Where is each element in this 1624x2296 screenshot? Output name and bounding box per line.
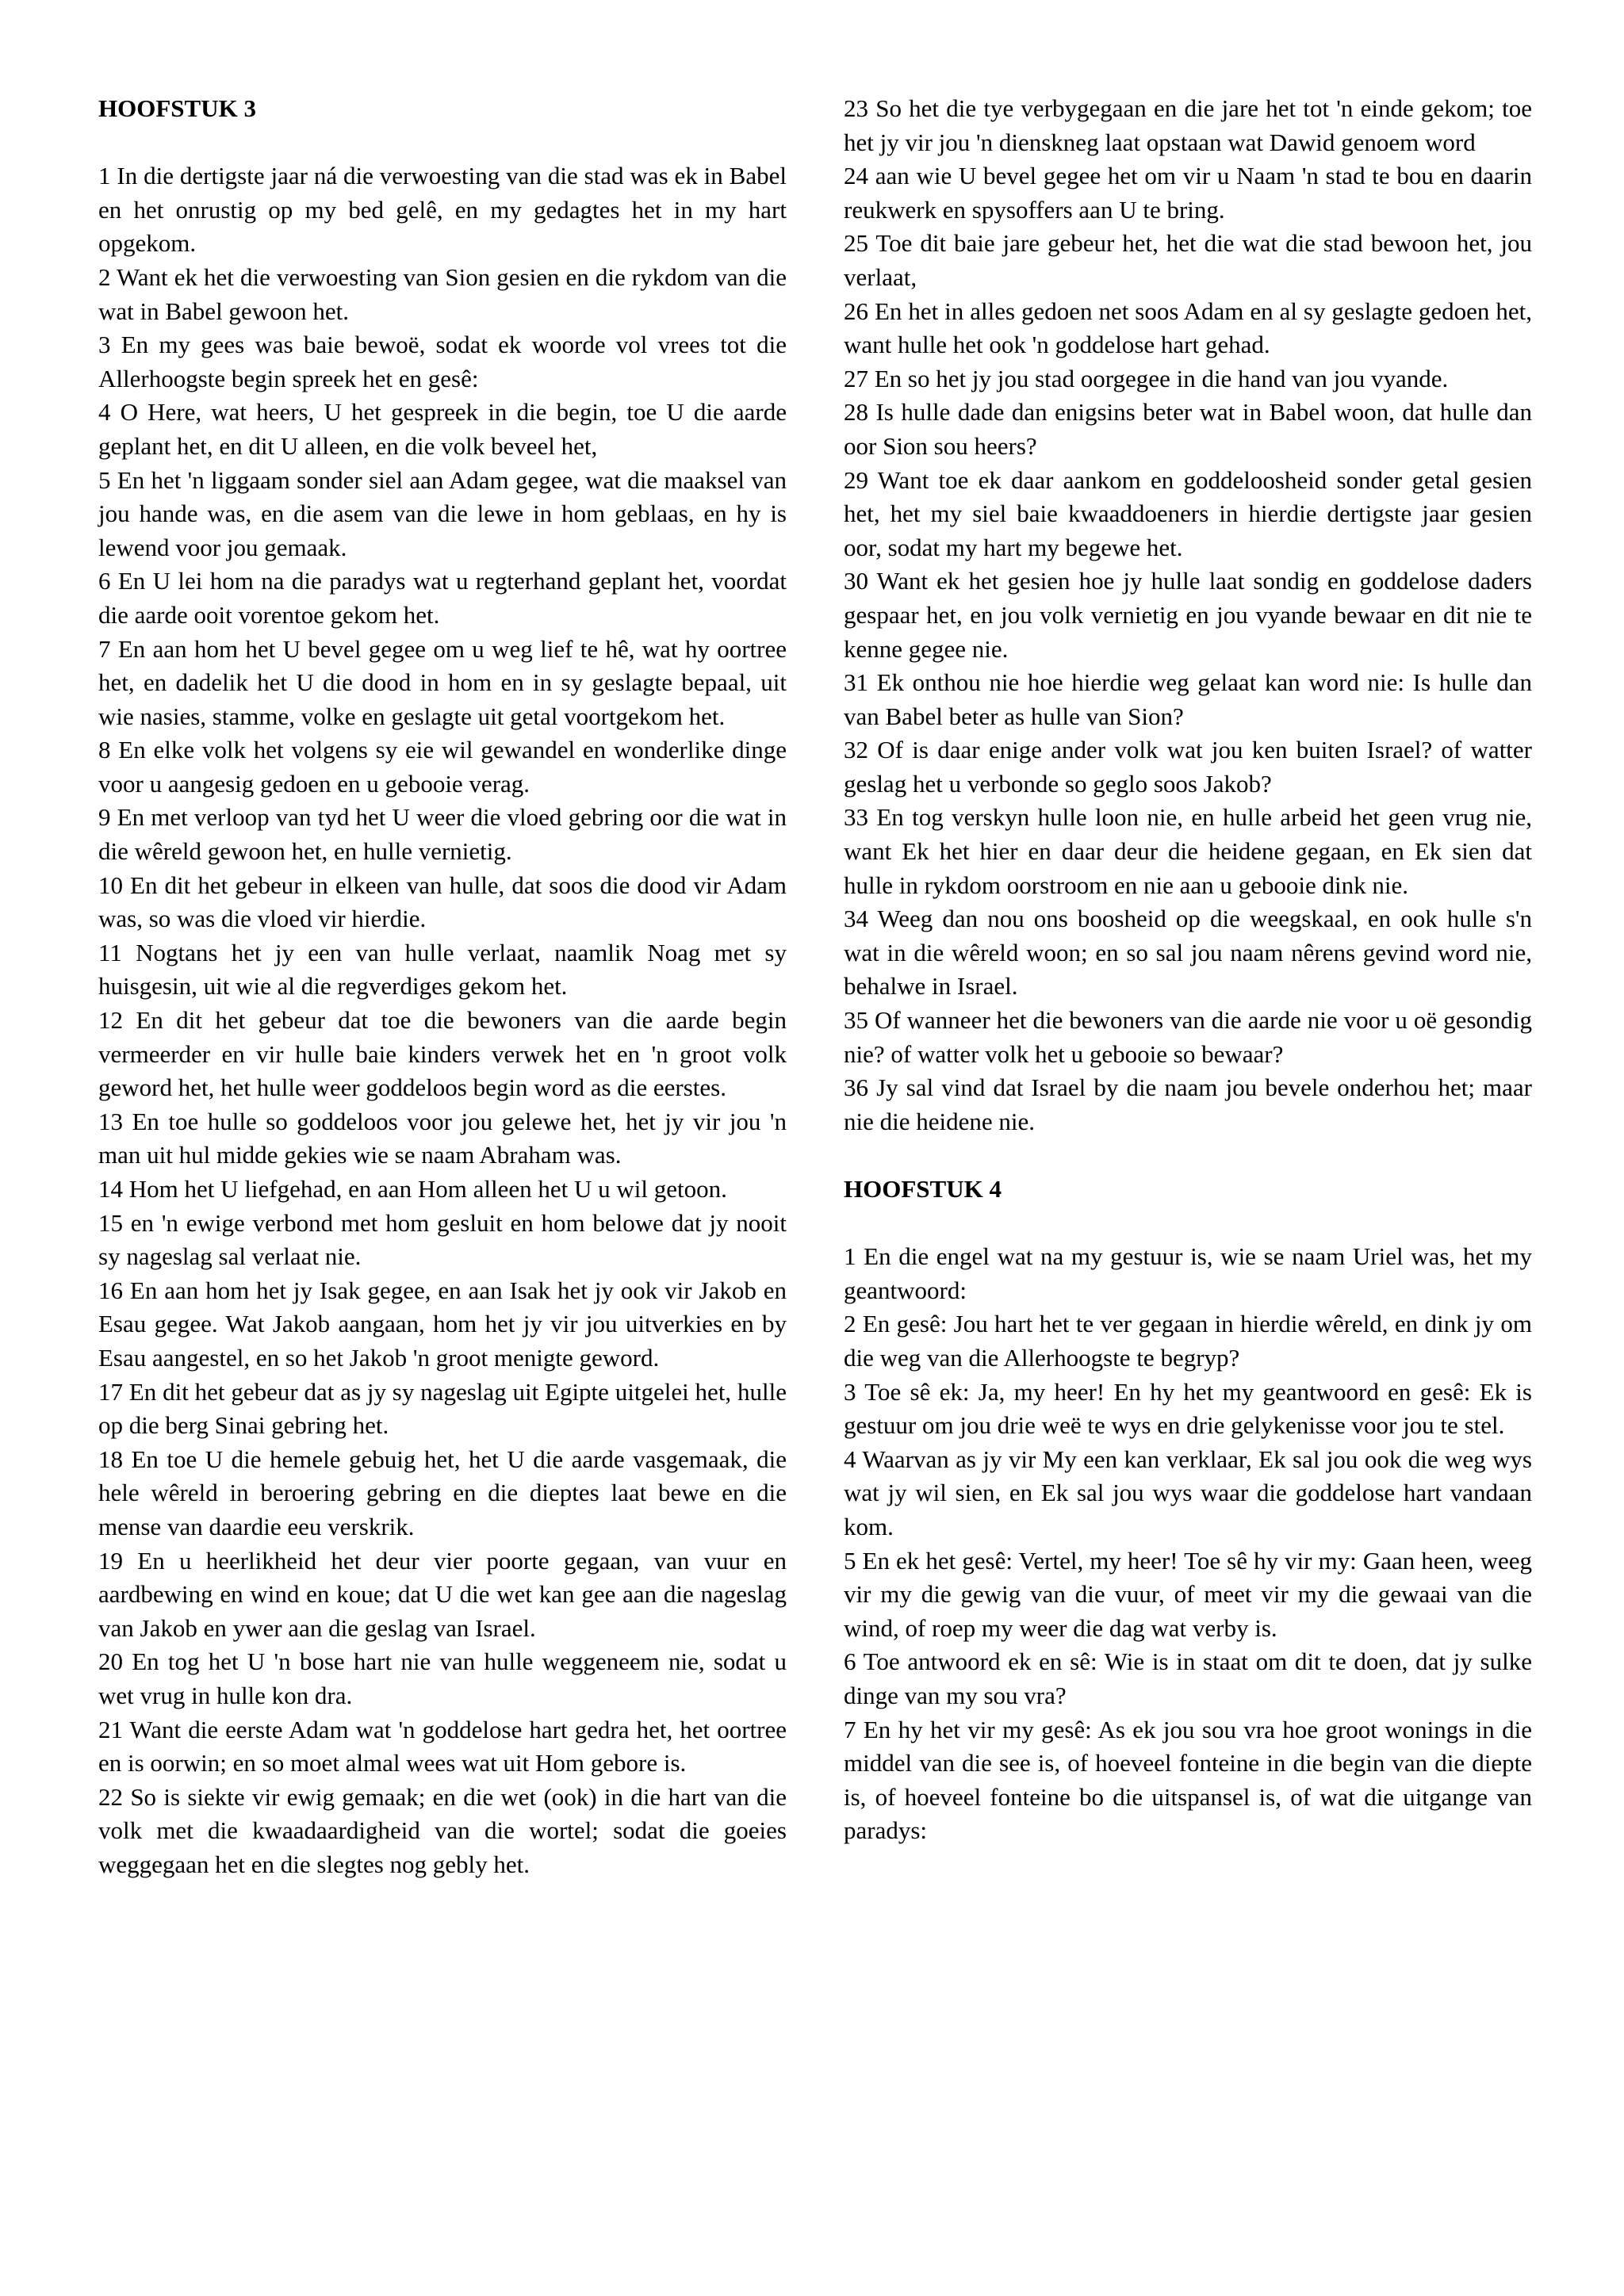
verse-3-23: 23 So het die tye verbygegaan en die jare het tot 'n einde gekom; toe het jy vir jou 'n dienskneg laat opstaan wat Dawid genoem word bbox=[844, 94, 1532, 156]
verse-3-3: 3 En my gees was baie bewoë, sodat ek woorde vol vrees tot die Allerhoogste begin spreek het en gesê: bbox=[98, 331, 787, 392]
verse-3-4: 4 O Here, wat heers, U het gespreek in die begin, toe U die aarde geplant het, en dit U alleen, en die volk beveel het, bbox=[98, 398, 787, 460]
verse-3-2: 2 Want ek het die verwoesting van Sion gesien en die rykdom van die wat in Babel gewoon het. bbox=[98, 262, 787, 325]
verse-4-7: 7 En hy het vir my gesê: As ek jou sou vra hoe groot wonings in die middel van die see is, of hoeveel fonteine in die begin van die diepte is, of hoeveel fonteine bo die uitspansel is, of wat die uitgange van paradys: bbox=[844, 1715, 1532, 1845]
verse-3-28: 28 Is hulle dade dan enigsins beter wat in Babel woon, dat hulle dan oor Sion sou heers? bbox=[844, 398, 1532, 460]
verse-4-6: 6 Toe antwoord ek en sê: Wie is in staat om dit te doen, dat jy sulke dinge van my sou vra? bbox=[844, 1647, 1532, 1709]
verse-3-32: 32 Of is daar enige ander volk wat jou ken buiten Israel? of watter geslag het u verbonde so geglo soos Jakob? bbox=[844, 736, 1532, 798]
verse-4-3: 3 Toe sê ek: Ja, my heer! En hy het my geantwoord en gesê: Ek is gestuur om jou drie weë te wys en drie gelykenisse voor jou te stel. bbox=[844, 1377, 1532, 1440]
verse-3-16: 16 En aan hom het jy Isak gegee, en aan Isak het jy ook vir Jakob en Esau gegee. Wat Jakob aangaan, hom het jy vir jou uitverkies en by Esau aangestel, en so het Jakob 'n groot menigte geword. bbox=[98, 1276, 787, 1372]
verse-3-34: 34 Weeg dan nou ons boosheid op die weegskaal, en ook hulle s'n wat in die wêreld woon; en so sal jou naam nêrens gevind word nie, behalwe in Israel. bbox=[844, 905, 1532, 1001]
verse-3-21: 21 Want die eerste Adam wat 'n goddelose hart gedra het, het oortree en is oorwin; en so moet almal wees wat uit Hom gebore is. bbox=[98, 1715, 787, 1777]
verse-3-26: 26 En het in alles gedoen net soos Adam en al sy geslagte gedoen het, want hulle het ook 'n goddelose hart gehad. bbox=[844, 297, 1532, 359]
verse-3-13: 13 En toe hulle so goddeloos voor jou gelewe het, het jy vir jou 'n man uit hul midde gekies wie se naam Abraham was. bbox=[98, 1107, 787, 1169]
verse-3-30: 30 Want ek het gesien hoe jy hulle laat sondig en goddelose daders gespaar het, en jou volk vernietig en jou vyande bewaar en dit nie te kenne gegee nie. bbox=[844, 567, 1532, 663]
chapter-spacer bbox=[844, 1138, 1532, 1173]
verse-4-1: 1 En die engel wat na my gestuur is, wie se naam Uriel was, het my geantwoord: bbox=[844, 1242, 1532, 1304]
verse-3-9: 9 En met verloop van tyd het U weer die vloed gebring oor die wat in die wêreld gewoon het, en hulle vernietig. bbox=[98, 803, 787, 866]
verse-3-17: 17 En dit het gebeur dat as jy sy nageslag uit Egipte uitgelei het, hulle op die berg Sinai gebring het. bbox=[98, 1377, 787, 1440]
verse-3-29: 29 Want toe ek daar aankom en goddeloosheid sonder getal gesien het, het my siel baie kwaaddoeners in hierdie dertigste jaar gesien oor, sodat my hart my begewe het. bbox=[844, 465, 1532, 561]
right-column bbox=[844, 92, 1532, 1848]
verse-3-33: 33 En tog verskyn hulle loon nie, en hulle arbeid het geen vrug nie, want Ek het hier en daar deur die heidene gegaan, en Ek sien dat hulle in rykdom oorstroom en nie aan u gebooie dink nie. bbox=[844, 803, 1532, 899]
verse-3-6: 6 En U lei hom na die paradys wat u regterhand geplant het, voordat die aarde ooit vorentoe gekom het. bbox=[98, 567, 787, 629]
chapter-3-heading: HOOFSTUK 3 bbox=[98, 94, 256, 122]
verse-3-27: 27 En so het jy jou stad oorgegee in die hand van jou vyande. bbox=[844, 364, 1449, 392]
heading-spacer bbox=[844, 1207, 1532, 1241]
verse-3-19: 19 En u heerlikheid het deur vier poorte gegaan, van vuur en aardbewing en wind en koue; dat U die wet kan gee aan die nageslag van Jakob en ywer aan die geslag van Israel. bbox=[98, 1546, 787, 1642]
verse-3-8: 8 En elke volk het volgens sy eie wil gewandel en wonderlike dinge voor u aangesig gedoen en u gebooie verag. bbox=[98, 736, 787, 798]
verse-3-14: 14 Hom het U liefgehad, en aan Hom alleen het U u wil getoon. bbox=[98, 1175, 727, 1203]
verse-3-25: 25 Toe dit baie jare gebeur het, het die wat die stad bewoon het, jou verlaat, bbox=[844, 229, 1532, 291]
verse-3-24: 24 aan wie U bevel gegee het om vir u Naam 'n stad te bou en daarin reukwerk en spysoffers aan U te bring. bbox=[844, 162, 1532, 224]
verse-3-1: 1 In die dertigste jaar ná die verwoesting van die stad was ek in Babel en het onrustig op my bed gelê, en my gedagtes het in my hart opgekom. bbox=[98, 162, 787, 258]
verse-4-5: 5 En ek het gesê: Vertel, my heer! Toe sê hy vir my: Gaan heen, weeg vir my die gewig van die vuur, of meet vir my die gewaai van die wind, of roep my weer die dag wat verby is. bbox=[844, 1546, 1532, 1642]
verse-4-2: 2 En gesê: Jou hart het te ver gegaan in hierdie wêreld, en dink jy om die weg van die Allerhoogste te begryp? bbox=[844, 1310, 1532, 1372]
verse-3-12: 12 En dit het gebeur dat toe die bewoners van die aarde begin vermeerder en vir hulle baie kinders verwek het en 'n groot volk geword het, het hulle weer goddeloos begin word as die eerstes. bbox=[98, 1006, 787, 1102]
left-column bbox=[98, 92, 787, 1881]
verse-3-22: 22 So is siekte vir ewig gemaak; en die wet (ook) in die hart van die volk met die kwaadaardigheid van die wortel; sodat die goeies weggegaan het en die slegtes nog gebly het. bbox=[98, 1782, 787, 1878]
verse-3-31: 31 Ek onthou nie hoe hierdie weg gelaat kan word nie: Is hulle dan van Babel beter as hulle van Sion? bbox=[844, 668, 1532, 730]
verse-3-15: 15 en 'n ewige verbond met hom gesluit en hom belowe dat jy nooit sy nageslag sal verlaat nie. bbox=[98, 1208, 787, 1271]
heading-spacer bbox=[98, 126, 787, 160]
chapter-4-heading: HOOFSTUK 4 bbox=[844, 1175, 1002, 1203]
verse-3-20: 20 En tog het U 'n bose hart nie van hulle weggeneem nie, sodat u wet vrug in hulle kon dra. bbox=[98, 1647, 787, 1709]
verse-3-11: 11 Nogtans het jy een van hulle verlaat, naamlik Noag met sy huisgesin, uit wie al die regverdiges gekom het. bbox=[98, 938, 787, 1001]
verse-3-5: 5 En het 'n liggaam sonder siel aan Adam gegee, wat die maaksel van jou hande was, en die asem van die lewe in hom geblaas, en hy is lewend voor jou gemaak. bbox=[98, 465, 787, 561]
verse-3-36: 36 Jy sal vind dat Israel by die naam jou bevele onderhou het; maar nie die heidene nie. bbox=[844, 1073, 1532, 1135]
verse-3-10: 10 En dit het gebeur in elkeen van hulle, dat soos die dood vir Adam was, so was die vloed vir hierdie. bbox=[98, 871, 787, 933]
verse-4-4: 4 Waarvan as jy vir My een kan verklaar, Ek sal jou ook die weg wys wat jy wil sien, en Ek sal jou wys waar die goddelose hart vandaan kom. bbox=[844, 1445, 1532, 1540]
verse-3-7: 7 En aan hom het U bevel gegee om u weg lief te hê, wat hy oortree het, en dadelik het U die dood in hom en in sy geslagte bepaal, uit wie nasies, stamme, volke en geslagte uit getal voortgekom het. bbox=[98, 634, 787, 730]
verse-3-18: 18 En toe U die hemele gebuig het, het U die aarde vasgemaak, die hele wêreld in beroering gebring en die dieptes laat bewe en die mense van daardie eeu verskrik. bbox=[98, 1445, 787, 1540]
verse-3-35: 35 Of wanneer het die bewoners van die aarde nie voor u oë gesondig nie? of watter volk het u gebooie so bewaar? bbox=[844, 1006, 1532, 1068]
